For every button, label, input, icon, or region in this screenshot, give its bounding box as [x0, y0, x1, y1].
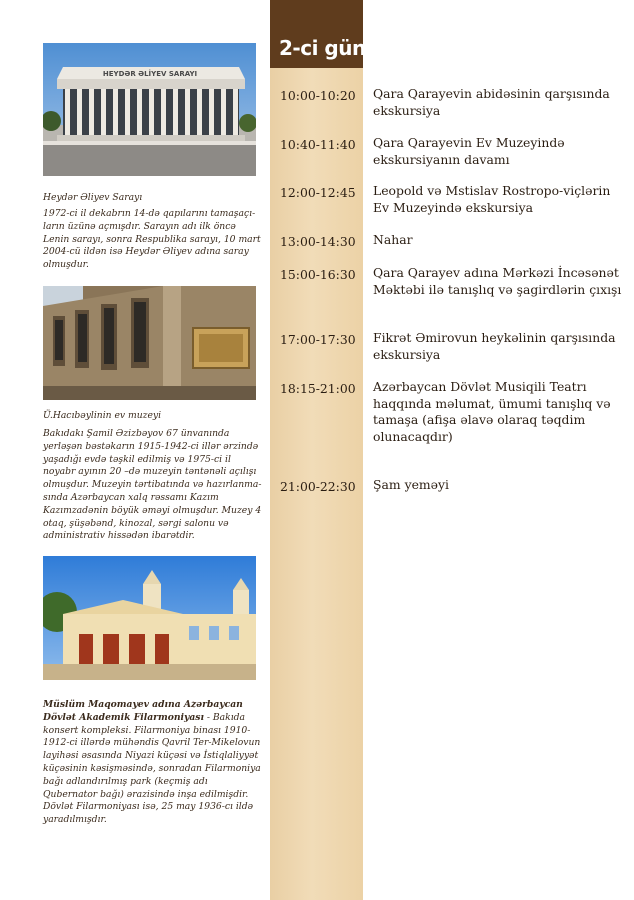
schedule-time: 13:00-14:30	[280, 234, 356, 249]
schedule-time: 18:15-21:00	[280, 381, 356, 396]
schedule-time: 17:00-17:30	[280, 332, 356, 347]
schedule-time: 15:00-16:30	[280, 267, 356, 282]
philharmonic-photo	[43, 556, 256, 680]
day-title: 2-ci gün	[279, 36, 366, 60]
schedule-activity: Azərbaycan Dövlət Musiqili Teatrı haqqında məlumat, ümumi tanışlıq və tamaşa (afişa əlavə olaraq təqdim olunacaqdır)	[373, 379, 611, 444]
philharmonic-caption	[43, 699, 263, 827]
schedule-activity: Qara Qarayevin abidəsinin qarşısında ekskursiya	[373, 86, 610, 118]
philharmonic-caption-body: - Bakıda konsert kompleksi. Filarmoniya binası 1910-1912-ci illərdə mühəndis Qavril Ter-Mikelovun layihəsi əsasında Niyazi küçəsi və İstiqlaliyyət küçəsinin kəsişməsində, sonradan Filarmoniya bağı adlandırılmış park (keçmiş adı Qubernator bağı) ərazisində inşa edilmişdir. Dövlət Filarmoniyası isə, 25 may 1936-cı ildə yaradılmışdır.	[43, 711, 261, 826]
palace-caption-title: Heydər Əliyev Sarayı	[43, 192, 143, 203]
museum-caption-title: Ü.Hacıbəylinin ev muzeyi	[43, 410, 162, 421]
time-column	[270, 0, 363, 900]
schedule-activity: Nahar	[373, 232, 413, 247]
philharmonic-caption-title: Müslüm Maqomayev adına Azərbaycan Dövlət Akademik Filarmoniyası	[43, 699, 243, 723]
schedule-activity: Fikrət Əmirovun heykəlinin qarşısında ekskursiya	[373, 330, 616, 362]
schedule-activity: Leopold və Mstislav Rostropo-viçlərin Ev Muzeyində ekskursiya	[373, 183, 611, 215]
palace-sign: HEYDƏR ƏLİYEV SARAYI	[102, 70, 198, 78]
palace-caption-body: 1972-ci il dekabrın 14-də qapılarını tamaşaçı-ların üzünə açmışdır. Sarayın adı ilk öncə Lenin sarayı, sonra Respublika sarayı, 10 mart 2004-cü ildən isə Heydər Əliyev adına saray olmuşdur.	[43, 208, 261, 271]
museum-caption-body: Bakıdakı Şamil Əzizbəyov 67 ünvanında yerləşən bəstəkarın 1915-1942-ci illər ərzində yaşadığı evdə təşkil edilmiş və 1975-ci il noyabr ayının 20 –də muzeyin təntənəli açılışı olmuşdur. Muzeyin tərtibatında və hazırlanma-sında Azərbaycan xalq rəssamı Kazım Kazımzadənin böyük əməyi olmuşdur. Muzey 4 otaq, şüşəbənd, kinozal, sərgi salonu və administrativ hissədən ibarətdir.	[43, 428, 262, 542]
schedule-time: 10:40-11:40	[280, 137, 356, 152]
schedule-activity: Şam yeməyi	[373, 477, 449, 492]
schedule-time: 21:00-22:30	[280, 479, 356, 494]
schedule-time: 12:00-12:45	[280, 185, 356, 200]
schedule-time: 10:00-10:20	[280, 88, 356, 103]
palace-photo	[43, 43, 256, 176]
house-museum-photo	[43, 286, 256, 400]
schedule-activity: Qara Qarayevin Ev Muzeyində ekskursiyanın davamı	[373, 135, 565, 167]
day-header-spacer	[363, 0, 634, 68]
schedule-activity: Qara Qarayev adına Mərkəzi İncəsənət Məktəbi ilə tanışlıq və şagirdlərin çıxışı	[373, 265, 622, 297]
